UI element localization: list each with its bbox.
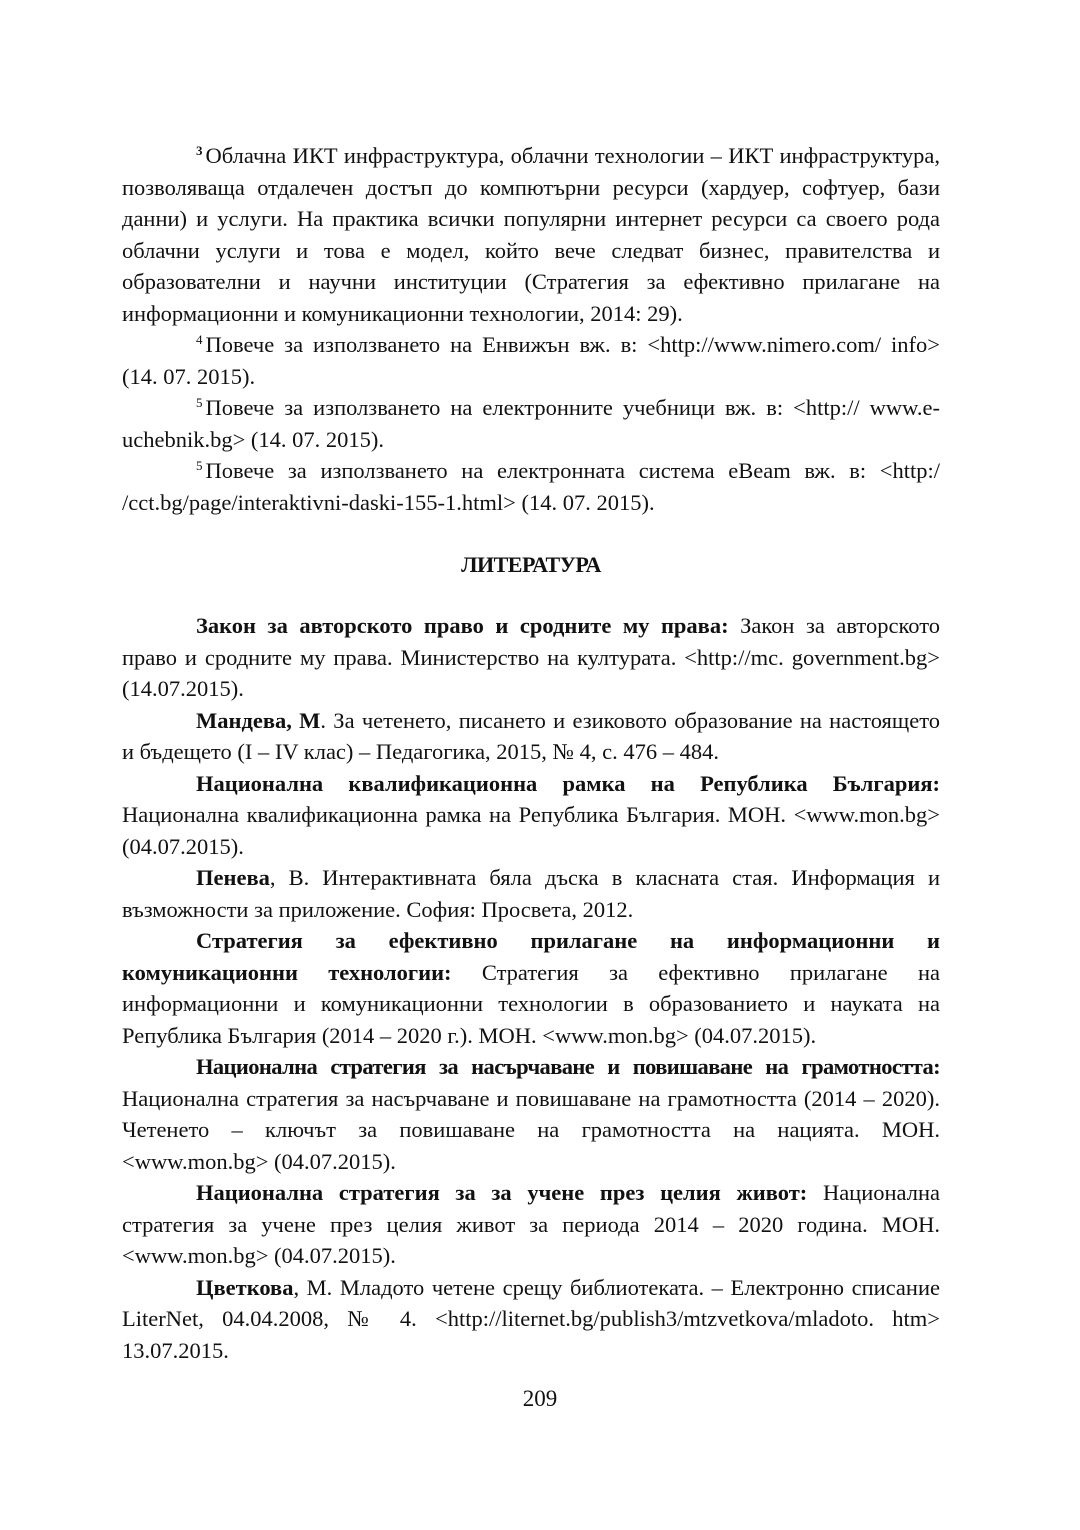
literature-entry	[122, 1177, 940, 1272]
entry-text: . За четенето, писането и езиковото образование на настоящето и бъдещето (I – IV клас) – Педагогика, 2015, № 4, с. 476 – 484.	[122, 707, 940, 764]
entry-text: , В. Интерактивната бяла дъска в класната стая. Информация и възможности за приложение. София: Просвета, 2012.	[122, 865, 940, 922]
literature-entry	[122, 768, 940, 863]
literature-heading: ЛИТЕРАТУРА	[461, 552, 601, 577]
literature-entry	[122, 925, 940, 1051]
entry-title: Национална стратегия за за учене през целия живот:	[196, 1180, 808, 1205]
entry-text: , М. Младото четене срещу библиотеката. – Електронно списание LiterNet, 04.04.2008, № 4. <http://liternet.bg/publish3/mtzvetkova/mladoto. htm> 13.07.2015.	[122, 1274, 940, 1363]
footnote-number: 5	[196, 458, 203, 473]
literature-entry	[122, 610, 940, 705]
literature-entry	[122, 862, 940, 925]
footnote	[122, 455, 940, 518]
footnote-text: Повече за използването на електронните учебници вж. в: <http:// www.e-uchebnik.bg> (14. 07. 2015).	[122, 395, 940, 452]
literature-entry	[122, 705, 940, 768]
literature-list	[122, 610, 940, 1366]
entry-title: Пенева	[196, 865, 270, 890]
footnote	[122, 140, 940, 329]
footnote	[122, 329, 940, 392]
entry-text: Стратегия за ефективно прилагане на информационни и комуникационни технологии в образованието и науката на Република България (2014 – 2020 г.). МОН. <www.mon.bg> (04.07.2015).	[122, 959, 940, 1048]
literature-entry	[122, 1051, 940, 1177]
footnote-text: Облачна ИКТ инфраструктура, облачни технологии – ИКТ инфраструктура, позволяваща отдалечен достъп до компютърни ресурси (хардуер, софтуер, бази данни) и услуги. На практика всички популярни интернет ресурси са своего рода облачни услуги и това е модел, който вече следват бизнес, правителства и образователни и научни институции (Стратегия за ефективно прилагане на информационни и комуникационни технологии, 2014: 29).	[122, 143, 940, 326]
footnotes	[122, 140, 940, 518]
entry-title: Национална стратегия за насърчаване и повишаване на грамотността:	[196, 1054, 940, 1079]
footnote-text: Повече за използването на Енвижън вж. в: <http://www.nimero.com/ info> (14. 07. 2015).	[122, 332, 940, 389]
entry-text: Закон за авторското право и сродните му права. Министерство на културата. <http://mc. government.bg> (14.07.2015).	[122, 613, 940, 701]
footnote-number: 3	[196, 143, 203, 158]
entry-text: Национална квалификационна рамка на Република България. МОН. <www.mon.bg> (04.07.2015).	[122, 802, 940, 859]
entry-text: Национална стратегия за насърчаване и повишаване на грамотността (2014 – 2020). Четенето – ключът за повишаване на грамотността на нацията. МОН. <www.mon.bg> (04.07.2015).	[122, 1085, 940, 1174]
entry-title: Мандева, М	[196, 707, 321, 733]
entry-title: Национална квалификационна рамка на Република България:	[196, 770, 940, 796]
literature-entry	[122, 1272, 940, 1367]
entry-title: Закон за авторското право и сродните му права:	[196, 613, 729, 638]
footnote-text: Повече за използването на електронната система eBeam вж. в: <http:/ /cct.bg/page/interaktivni-daski-155-1.html> (14. 07. 2015).	[122, 458, 940, 515]
entry-title: Стратегия за ефективно прилагане на информационни и комуникационни технологии:	[122, 928, 940, 985]
footnote	[122, 392, 940, 455]
footnote-number: 5	[196, 395, 203, 410]
page-number: 209	[522, 1386, 558, 1411]
entry-title: Цветкова	[196, 1274, 294, 1300]
entry-text: Национална стратегия за учене през целия живот за периода 2014 – 2020 година. МОН. <www.mon.bg> (04.07.2015).	[122, 1180, 940, 1268]
page-body	[122, 140, 940, 1366]
footnote-number: 4	[196, 332, 203, 347]
